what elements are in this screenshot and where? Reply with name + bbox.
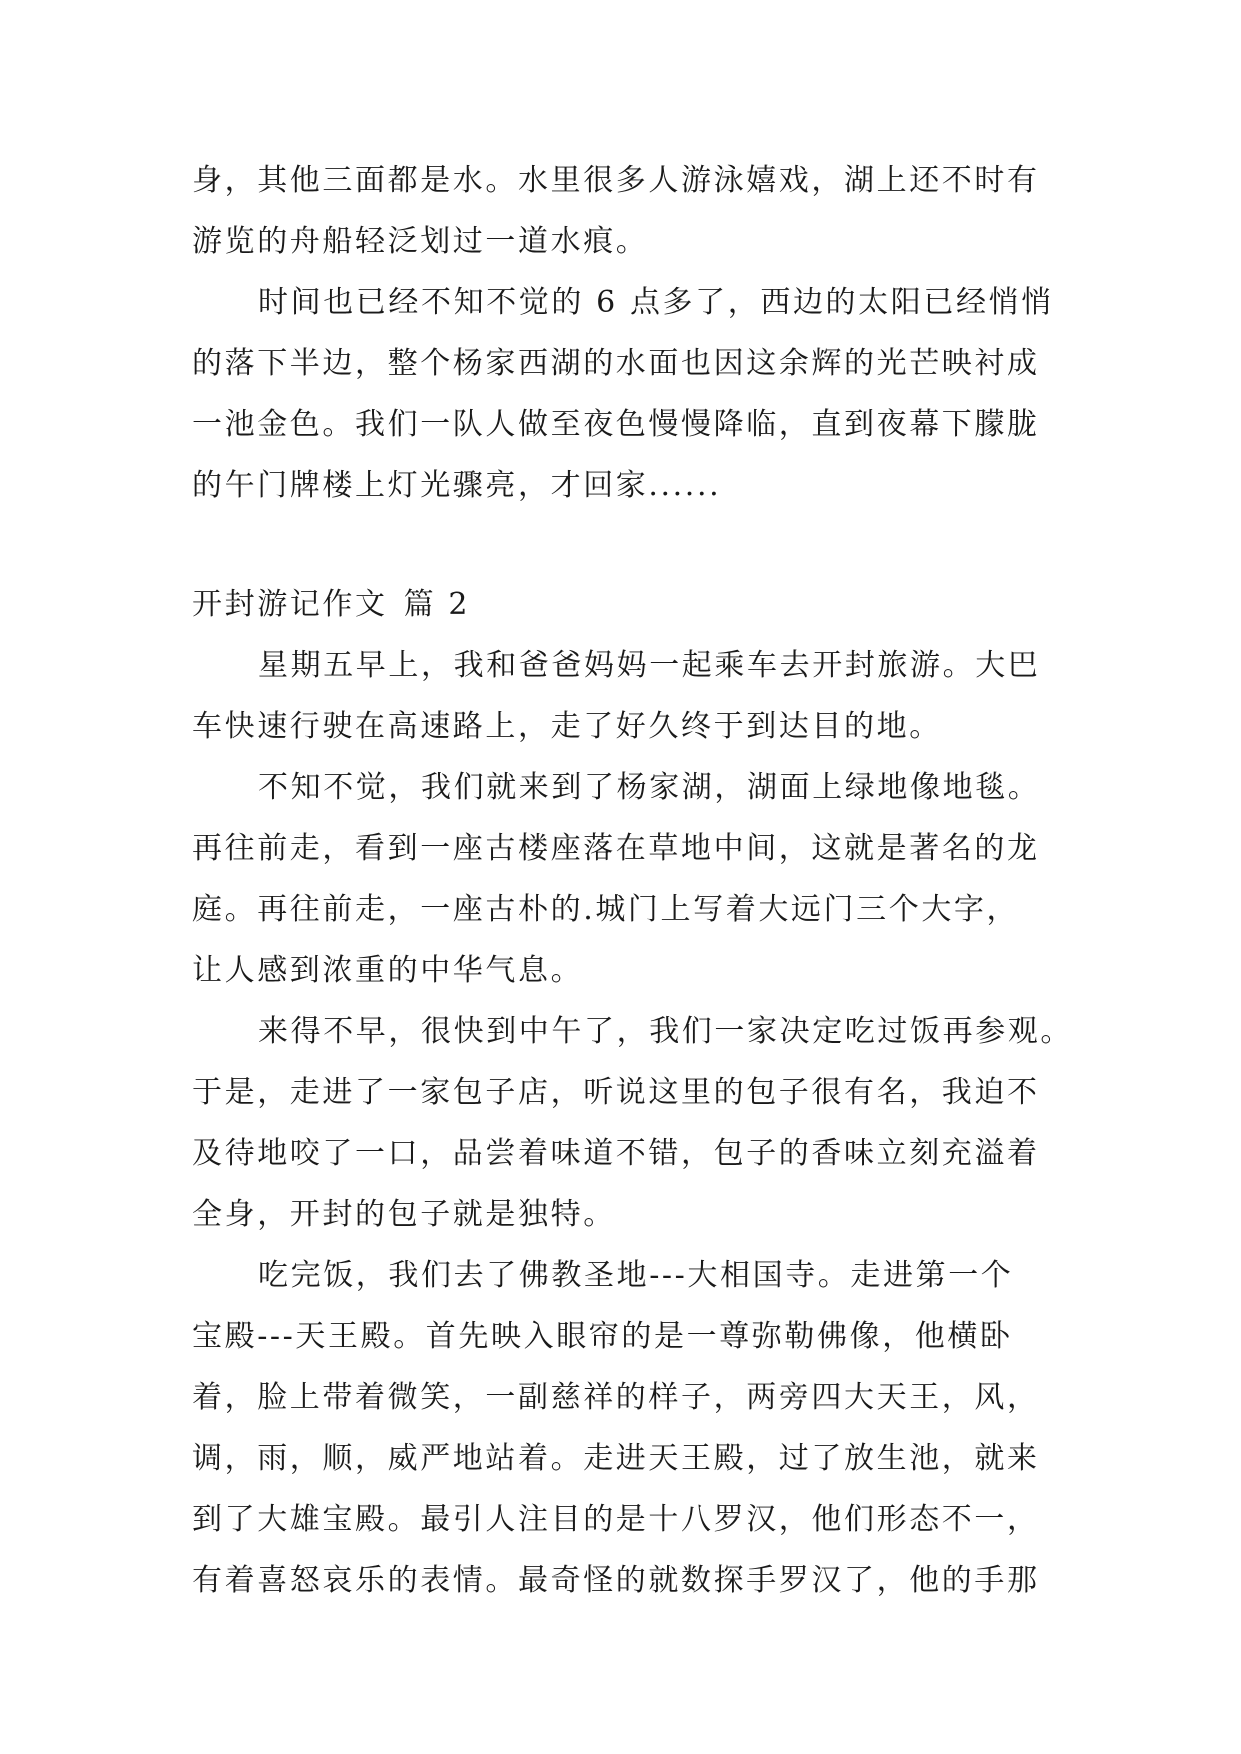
text-line: 宝殿---天王殿。首先映入眼帘的是一尊弥勒佛像，他横卧 — [192, 1319, 1013, 1354]
text-line: 一池金色。我们一队人做至夜色慢慢降临，直到夜幕下朦胧 — [192, 407, 1040, 442]
section-title-text: 开封游记作文 — [192, 587, 388, 622]
paragraph — [192, 1245, 1056, 1611]
text-line: 调，雨，顺，威严地站着。走进天王殿，过了放生池，就来 — [192, 1441, 1040, 1476]
text-line: 着，脸上带着微笑，一副慈祥的样子，两旁四大天王，风， — [192, 1380, 1040, 1415]
text-line: 庭。再往前走，一座古朴的.城门上写着大远门三个大字， — [192, 892, 1020, 927]
paragraph — [192, 1001, 1073, 1245]
text-line: 的午门牌楼上灯光骤亮，才回家...... — [192, 468, 722, 503]
text-line: 来得不早，很快到中午了，我们一家决定吃过饭再参观。 — [258, 1014, 1073, 1049]
paragraph — [192, 150, 1056, 272]
section-spacer — [192, 516, 1056, 574]
text-line: 全身，开封的包子就是独特。 — [192, 1197, 616, 1232]
text-line: 游览的舟船轻泛划过一道水痕。 — [192, 224, 649, 259]
text-line: 星期五早上，我和爸爸妈妈一起乘车去开封旅游。大巴 — [258, 648, 1041, 683]
text-line: 时间也已经不知不觉的 6 点多了，西边的太阳已经悄悄 — [258, 285, 1054, 320]
text-line: 不知不觉，我们就来到了杨家湖，湖面上绿地像地毯。 — [258, 770, 1041, 805]
text-line: 有着喜怒哀乐的表情。最奇怪的就数探手罗汉了，他的手那 — [192, 1563, 1040, 1598]
document-page — [192, 150, 1073, 1611]
paragraph — [192, 272, 1056, 516]
text-line: 再往前走，看到一座古楼座落在草地中间，这就是著名的龙 — [192, 831, 1040, 866]
text-line: 让人感到浓重的中华气息。 — [192, 953, 584, 988]
section-title — [192, 574, 1056, 635]
section-number: 篇 2 — [403, 587, 471, 622]
text-line: 于是，走进了一家包子店，听说这里的包子很有名，我迫不 — [192, 1075, 1040, 1110]
text-line: 身，其他三面都是水。水里很多人游泳嬉戏，湖上还不时有 — [192, 163, 1040, 198]
text-line: 及待地咬了一口，品尝着味道不错，包子的香味立刻充溢着 — [192, 1136, 1040, 1171]
paragraph — [192, 757, 1056, 1001]
text-line: 的落下半边，整个杨家西湖的水面也因这余辉的光芒映衬成 — [192, 346, 1040, 381]
text-line: 吃完饭，我们去了佛教圣地---大相国寺。走进第一个 — [258, 1258, 1014, 1293]
paragraph — [192, 635, 1056, 757]
text-line: 到了大雄宝殿。最引人注目的是十八罗汉，他们形态不一， — [192, 1502, 1040, 1537]
text-line: 车快速行驶在高速路上，走了好久终于到达目的地。 — [192, 709, 942, 744]
